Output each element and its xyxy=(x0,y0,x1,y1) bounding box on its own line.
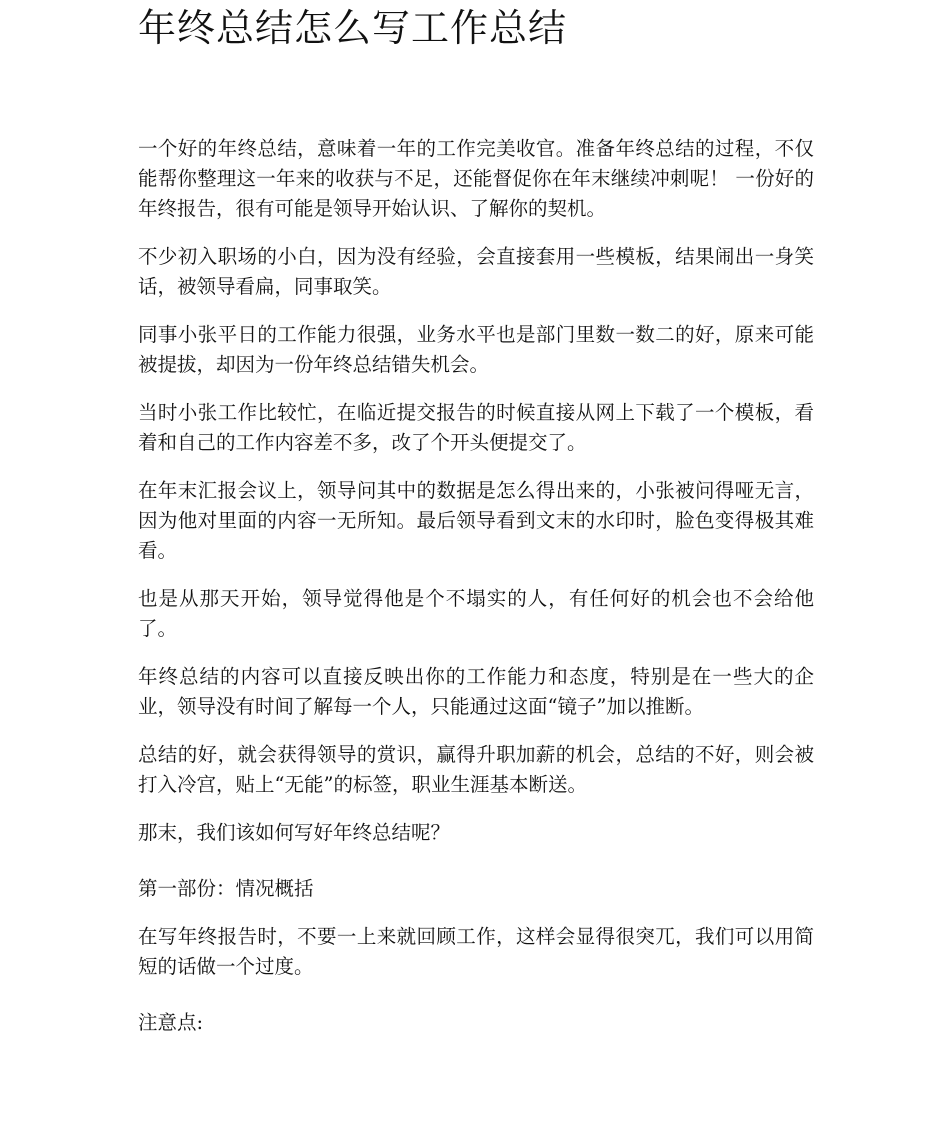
paragraph-question: 那末，我们该如何写好年终总结呢？ xyxy=(138,821,451,844)
paragraph-newcomers: 不少初入职场的小白，因为没有经验，会直接套用一些模板，结果闹出一身笑话，被领导看扁，同事取笑。 xyxy=(138,245,814,298)
paragraph-template: 当时小张工作比较忙，在临近提交报告的时候直接从网上下载了一个模板，看着和自己的工作内容差不多，改了个开头便提交了。 xyxy=(138,401,814,454)
note-label: 注意点: xyxy=(138,1011,204,1034)
paragraph-meeting: 在年末汇报会议上，领导问其中的数据是怎么得出来的，小张被问得哑无言，因为他对里面的内容一无所知。最后领导看到文末的水印时，脸色变得极其难看。 xyxy=(138,479,814,562)
paragraph-intro: 一个好的年终总结，意味着一年的工作完美收官。准备年终总结的过程，不仅能帮你整理这一年来的收获与不足，还能督促你在年末继续冲刺呢！ 一份好的年终报告，很有可能是领导开始认识、了解你的契机。 xyxy=(138,137,814,220)
document-page xyxy=(138,0,814,1056)
paragraph-mirror: 年终总结的内容可以直接反映出你的工作能力和态度，特别是在一些大的企业，领导没有时间了解每一个人，只能通过这面“镜子”加以推断。 xyxy=(138,665,814,718)
paragraph-section-one: 在写年终报告时，不要一上来就回顾工作，这样会显得很突兀，我们可以用简短的话做一个过度。 xyxy=(138,925,814,978)
section-heading: 第一部份：情况概括 xyxy=(138,877,314,900)
document-body xyxy=(138,134,814,1038)
paragraph-colleague: 同事小张平日的工作能力很强，业务水平也是部门里数一数二的好，原来可能被提拔，却因为一份年终总结错失机会。 xyxy=(138,323,814,376)
paragraph-outcome: 总结的好，就会获得领导的赏识，赢得升职加薪的机会，总结的不好，则会被打入冷宫，贴上“无能”的标签，职业生涯基本断送。 xyxy=(138,743,814,796)
document-title: 年终总结怎么写工作总结 xyxy=(138,6,568,50)
paragraph-consequence: 也是从那天开始，领导觉得他是个不塌实的人，有任何好的机会也不会给他了。 xyxy=(138,587,814,640)
